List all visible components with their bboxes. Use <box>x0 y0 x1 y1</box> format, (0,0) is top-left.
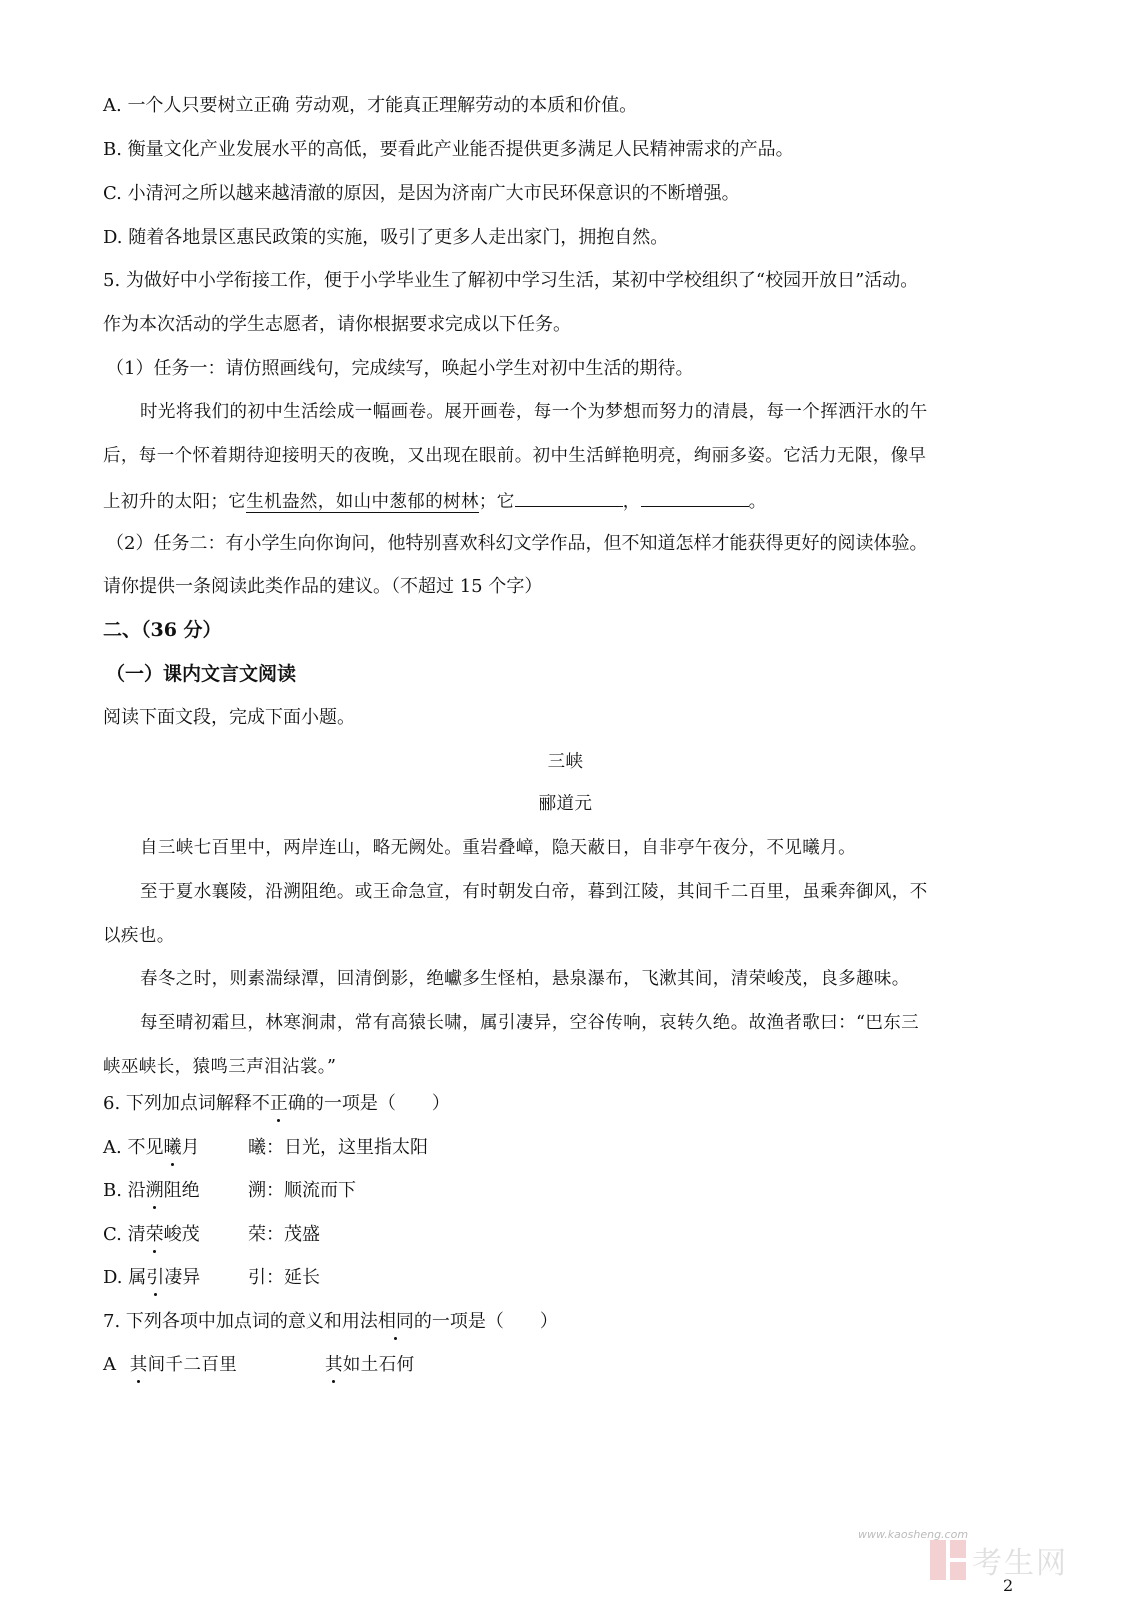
section-2-heading: 二、（36 分） <box>103 619 222 641</box>
option-text: 峻茂 <box>163 1224 200 1245</box>
option-text: 凄异 <box>164 1267 201 1288</box>
passage-line: 峡巫峡长，猿鸣三声泪沾裳。” <box>103 1057 337 1077</box>
question-5-cont: 作为本次活动的学生志愿者，请你根据要求完成以下任务。 <box>103 314 571 335</box>
option-a: A. 一个人只要树立正确 劳动观，才能真正理解劳动的本质和价值。 <box>103 95 638 116</box>
watermark-text: 考生网 <box>972 1546 1068 1581</box>
text: 如土石何 <box>342 1355 415 1375</box>
task-1: （1）任务一：请仿照画线句，完成续写，唤起小学生对初中生活的期待。 <box>106 358 694 379</box>
passage-line: 至于夏水襄陵，沿溯阻绝。或王命急宣，有时朝发白帝，暮到江陵，其间千二百里，虽乘奔御风，不 <box>140 882 928 902</box>
q6-option-a <box>103 1136 428 1160</box>
task-2-cont: 请你提供一条阅读此类作品的建议。（不超过 15 个字） <box>103 576 543 597</box>
dotted-word: 其 <box>129 1355 148 1375</box>
option-text: B. 沿 <box>103 1180 146 1201</box>
dotted-word: 荣 <box>145 1224 164 1245</box>
option-d: D. 随着各地景区惠民政策的实施，吸引了更多人走出家门，拥抱自然。 <box>103 227 669 248</box>
question-7 <box>103 1310 558 1334</box>
option-text: A. 不见 <box>103 1137 164 1158</box>
q6-option-b <box>103 1179 356 1203</box>
option-c: C. 小清河之所以越来越清澈的原因，是因为济南广大市民环保意识的不断增强。 <box>103 183 740 204</box>
option-text: D. 属 <box>103 1267 147 1288</box>
passage-line: 春冬之时，则素湍绿潭，回清倒影，绝巘多生怪柏，悬泉瀑布，飞漱其间，清荣峻茂，良多趣味。 <box>140 969 910 989</box>
q6-option-d <box>103 1266 320 1290</box>
text: 的一项是（ ） <box>413 1311 558 1332</box>
option-b: B. 衡量文化产业发展水平的高低，要看此产业能否提供更多满足人民精神需求的产品。 <box>103 139 794 160</box>
dotted-word: 曦 <box>163 1137 182 1158</box>
passage-title: 三峡 <box>547 752 584 772</box>
text: 上初升的太阳；它 <box>103 492 247 512</box>
watermark-url: www.kaosheng.com <box>858 1528 969 1541</box>
page-number: 2 <box>1003 1576 1014 1595</box>
dotted-word: 其 <box>325 1355 343 1375</box>
text: 。 <box>748 492 767 512</box>
question-5: 5. 为做好中小学衔接工作，便于小学毕业生了解初中学习生活，某初中学校组织了“校园开放日”活动。 <box>103 270 919 291</box>
passage-line: 以疾也。 <box>103 926 175 946</box>
option-text <box>325 1353 415 1377</box>
option-explanation: 曦：日光，这里指太阳 <box>248 1137 428 1158</box>
q6-option-c <box>103 1223 320 1247</box>
instruction: 阅读下面文段，完成下面小题。 <box>103 707 355 728</box>
passage-line: 时光将我们的初中生活绘成一幅画卷。展开画卷，每一个为梦想而努力的清晨，每一个挥洒汗水的午 <box>140 402 928 422</box>
option-text: 月 <box>181 1137 200 1158</box>
text: 7. 下列各项中加点词的意义和用法 <box>103 1311 378 1332</box>
text: 的一项是（ ） <box>305 1093 450 1114</box>
option-text: 阻绝 <box>163 1180 200 1201</box>
text: 6. 下列加点词解释 <box>103 1093 252 1114</box>
passage-line: 自三峡七百里中，两岸连山，略无阙处。重岩叠嶂，隐天蔽日，自非亭午夜分，不见曦月。 <box>140 838 856 858</box>
passage-line: 后，每一个怀着期待迎接明天的夜晚，又出现在眼前。初中生活鲜艳明亮，绚丽多姿。它活力无限，像早 <box>103 446 927 466</box>
answer-blank-2[interactable] <box>641 488 749 507</box>
option-explanation: 溯：顺流而下 <box>248 1180 356 1201</box>
dotted-word: 溯 <box>145 1180 164 1201</box>
passage-fill-line <box>103 488 767 514</box>
option-text: C. 清 <box>103 1224 146 1245</box>
option-explanation: 荣：茂盛 <box>248 1224 320 1245</box>
option-explanation: 引：延长 <box>248 1267 320 1288</box>
underlined-sentence: 生机盎然，如山中葱郁的树林 <box>246 492 479 512</box>
dotted-word: 引 <box>146 1267 165 1288</box>
answer-blank-1[interactable] <box>515 488 623 507</box>
passage-author: 郦道元 <box>538 794 593 814</box>
dotted-word: 不正确 <box>251 1093 306 1114</box>
text: 间千二百里 <box>147 1355 238 1375</box>
dotted-word: 相同 <box>377 1311 414 1332</box>
passage-line: 每至晴初霜旦，林寒涧肃，常有高猿长啸，属引凄异，空谷传响，哀转久绝。故渔者歌曰：“巴东三 <box>140 1013 920 1033</box>
text: ， <box>622 492 641 512</box>
task-2: （2）任务二：有小学生向你询问，他特别喜欢科幻文学作品，但不知道怎样才能获得更好的阅读体验。 <box>106 533 928 554</box>
text: ；它 <box>478 492 515 512</box>
subsection-heading: （一）课内文言文阅读 <box>106 663 297 685</box>
logo-icon <box>930 1540 966 1580</box>
q7-option-a <box>103 1353 415 1377</box>
question-6 <box>103 1092 450 1116</box>
option-text <box>130 1355 237 1375</box>
watermark <box>930 1538 1068 1582</box>
option-label: A <box>103 1354 116 1375</box>
